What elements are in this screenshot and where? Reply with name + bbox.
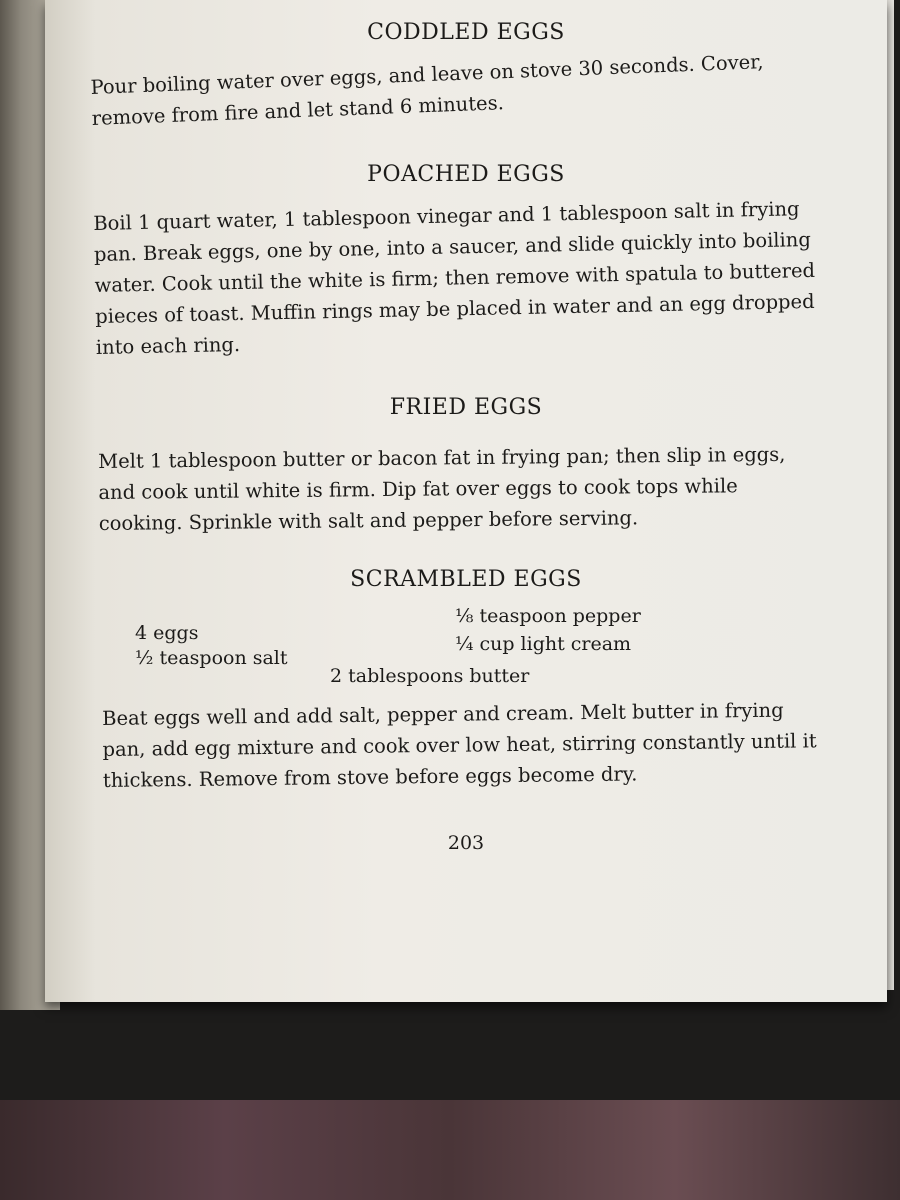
heading-scrambled-eggs: SCRAMBLED EGGS [350, 567, 582, 592]
heading-fried-eggs: FRIED EGGS [389, 395, 543, 420]
ingredient-pepper: ⅛ teaspoon pepper [455, 605, 641, 627]
heading-coddled-eggs: CODDLED EGGS [367, 20, 565, 45]
ingredient-eggs: 4 eggs [135, 622, 199, 644]
table-surface [0, 1100, 900, 1200]
paragraph-scrambled-eggs: Beat eggs well and add salt, pepper and cream. Melt butter in frying pan, add egg mixture and cook over low heat, stirring constantly until it thickens. Remove from stove before eggs become dry. [102, 698, 817, 792]
ingredient-butter: 2 tablespoons butter [330, 665, 530, 687]
ingredient-salt: ½ teaspoon salt [135, 647, 288, 669]
paragraph-fried-eggs: Melt 1 tablespoon butter or bacon fat in frying pan; then slip in eggs, and cook until white is firm. Dip fat over eggs to cook tops while cooking. Sprinkle with salt and pepper before serving. [98, 442, 786, 535]
page-number: 203 [447, 832, 485, 854]
heading-poached-eggs: POACHED EGGS [367, 162, 565, 187]
paragraph-poached-eggs: Boil 1 quart water, 1 tablespoon vinegar and 1 tablespoon salt in frying pan. Break eggs, one by one, into a saucer, and slide quickly into boiling water. Cook until the white is firm; then remove with spatula to buttered pieces of toast. Muffin rings may be placed in water and an egg dropped into each ring. [93, 197, 816, 359]
page-content [45, 0, 887, 1000]
paragraph-coddled-eggs: Pour boiling water over eggs, and leave on stove 30 seconds. Cover, remove from fire and let stand 6 minutes. [90, 50, 764, 130]
ingredient-cream: ¼ cup light cream [455, 633, 632, 655]
